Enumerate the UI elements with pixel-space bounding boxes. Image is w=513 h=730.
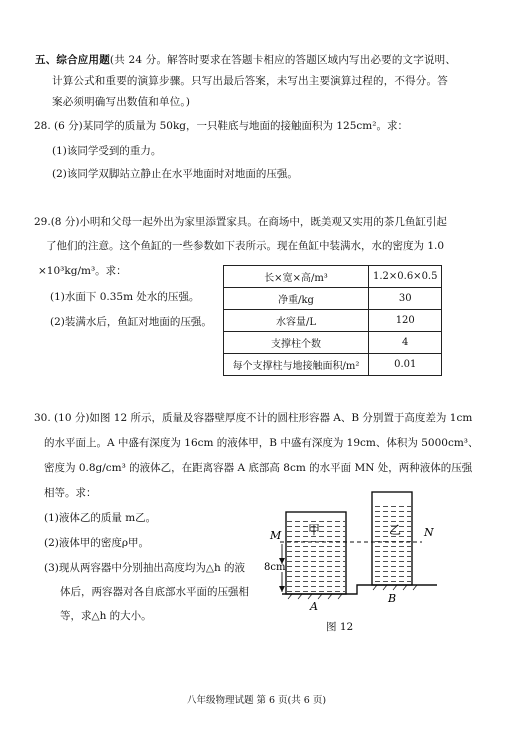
q29-stem-line-3: ×10³kg/m³。求： — [38, 265, 127, 277]
section-title: 五、综合应用题 — [35, 54, 110, 66]
table-cell-value: 30 — [369, 288, 442, 310]
label-8cm: 8cm — [264, 562, 286, 573]
table-cell-key: 每个支撑柱与地接触面积/m² — [224, 354, 369, 376]
q30-stem-line-4: 相等。求： — [44, 487, 97, 499]
q30-part-3-line-1: (3)现从两容器中分别抽出高度均为△h 的液 — [44, 562, 246, 574]
table-cell-key: 水容量/L — [224, 310, 369, 332]
section-instruction-line-1: 计算公式和重要的演算步骤。只写出最后答案，未写出主要演算过程的，不得分。答 — [52, 75, 448, 87]
table-row — [224, 310, 442, 332]
table-cell-value: 1.2×0.6×0.5 — [369, 266, 442, 288]
label-m: M — [270, 529, 282, 542]
label-n: N — [424, 526, 434, 539]
q29-stem-line-1: 29.(8 分)小明和父母一起外出为家里添置家具。在商场中，既美观又实用的茶几鱼缸引起 — [34, 216, 447, 228]
q29-part-1: (1)水面下 0.35m 处水的压强。 — [50, 291, 200, 303]
page-footer: 八年级物理试题 第 6 页(共 6 页) — [186, 695, 327, 706]
label-yi: 乙 — [388, 523, 402, 537]
arrow-down-icon — [279, 586, 285, 592]
q30-stem-line-3: 密度为 0.8g/cm³ 的液体乙，在距离容器 A 底部高 8cm 的水平面 MN 处，两种液体的压强 — [44, 462, 473, 474]
label-a: A — [310, 600, 318, 613]
table-row — [224, 266, 442, 288]
table-cell-value: 4 — [369, 332, 442, 354]
table-cell-value: 0.01 — [369, 354, 442, 376]
q30-part-1: (1)液体乙的质量 m乙。 — [44, 512, 157, 524]
aquarium-parameter-table — [223, 265, 442, 376]
label-jia: 甲 — [307, 523, 321, 537]
q30-part-3-line-3: 等，求△h 的大小。 — [60, 610, 152, 622]
section-instruction-line-2: 案必须明确写出数值和单位。) — [52, 96, 191, 108]
q30-stem-line-1: 30. (10 分)如图 12 所示，质量及容器壁厚度不计的圆柱形容器 A、B 分别置于高度差为 1cm — [34, 412, 473, 424]
table-cell-value: 120 — [369, 310, 442, 332]
table-cell-key: 支撑柱个数 — [224, 332, 369, 354]
q30-part-3-line-2: 体后，两容器对各自底部水平面的压强相 — [60, 586, 249, 598]
q28-part-1: (1)该同学受到的重力。 — [52, 145, 162, 157]
figure-12-containers — [262, 484, 462, 634]
q28-part-2: (2)该同学双脚站立静止在水平地面时对地面的压强。 — [52, 168, 298, 180]
q29-part-2: (2)装满水后，鱼缸对地面的压强。 — [50, 316, 212, 328]
table-row — [224, 288, 442, 310]
table-row — [224, 354, 442, 376]
table-row — [224, 332, 442, 354]
section-score-note: (共 24 分。解答时要求在答题卡相应的答题区域内写出必要的文字说明、 — [109, 54, 457, 66]
section-header — [35, 53, 456, 67]
table-cell-key: 净重/kg — [224, 288, 369, 310]
label-b: B — [388, 592, 397, 605]
q30-part-2: (2)液体甲的密度ρ甲。 — [44, 537, 150, 549]
q29-stem-line-2: 了他们的注意。这个鱼缸的一些参数如下表所示。现在鱼缸中装满水，水的密度为 1.0 — [46, 240, 445, 252]
liquid-yi — [373, 504, 411, 584]
table-cell-key: 长×宽×高/m³ — [224, 266, 369, 288]
q28-stem: 28. (6 分)某同学的质量为 50kg，一只鞋底与地面的接触面积为 125cm²。求： — [34, 120, 408, 132]
figure-caption: 图 12 — [326, 621, 354, 633]
q30-stem-line-2: 的水平面上。A 中盛有深度为 16cm 的液体甲，B 中盛有深度为 19cm、体积为 5000cm³、 — [44, 437, 479, 449]
